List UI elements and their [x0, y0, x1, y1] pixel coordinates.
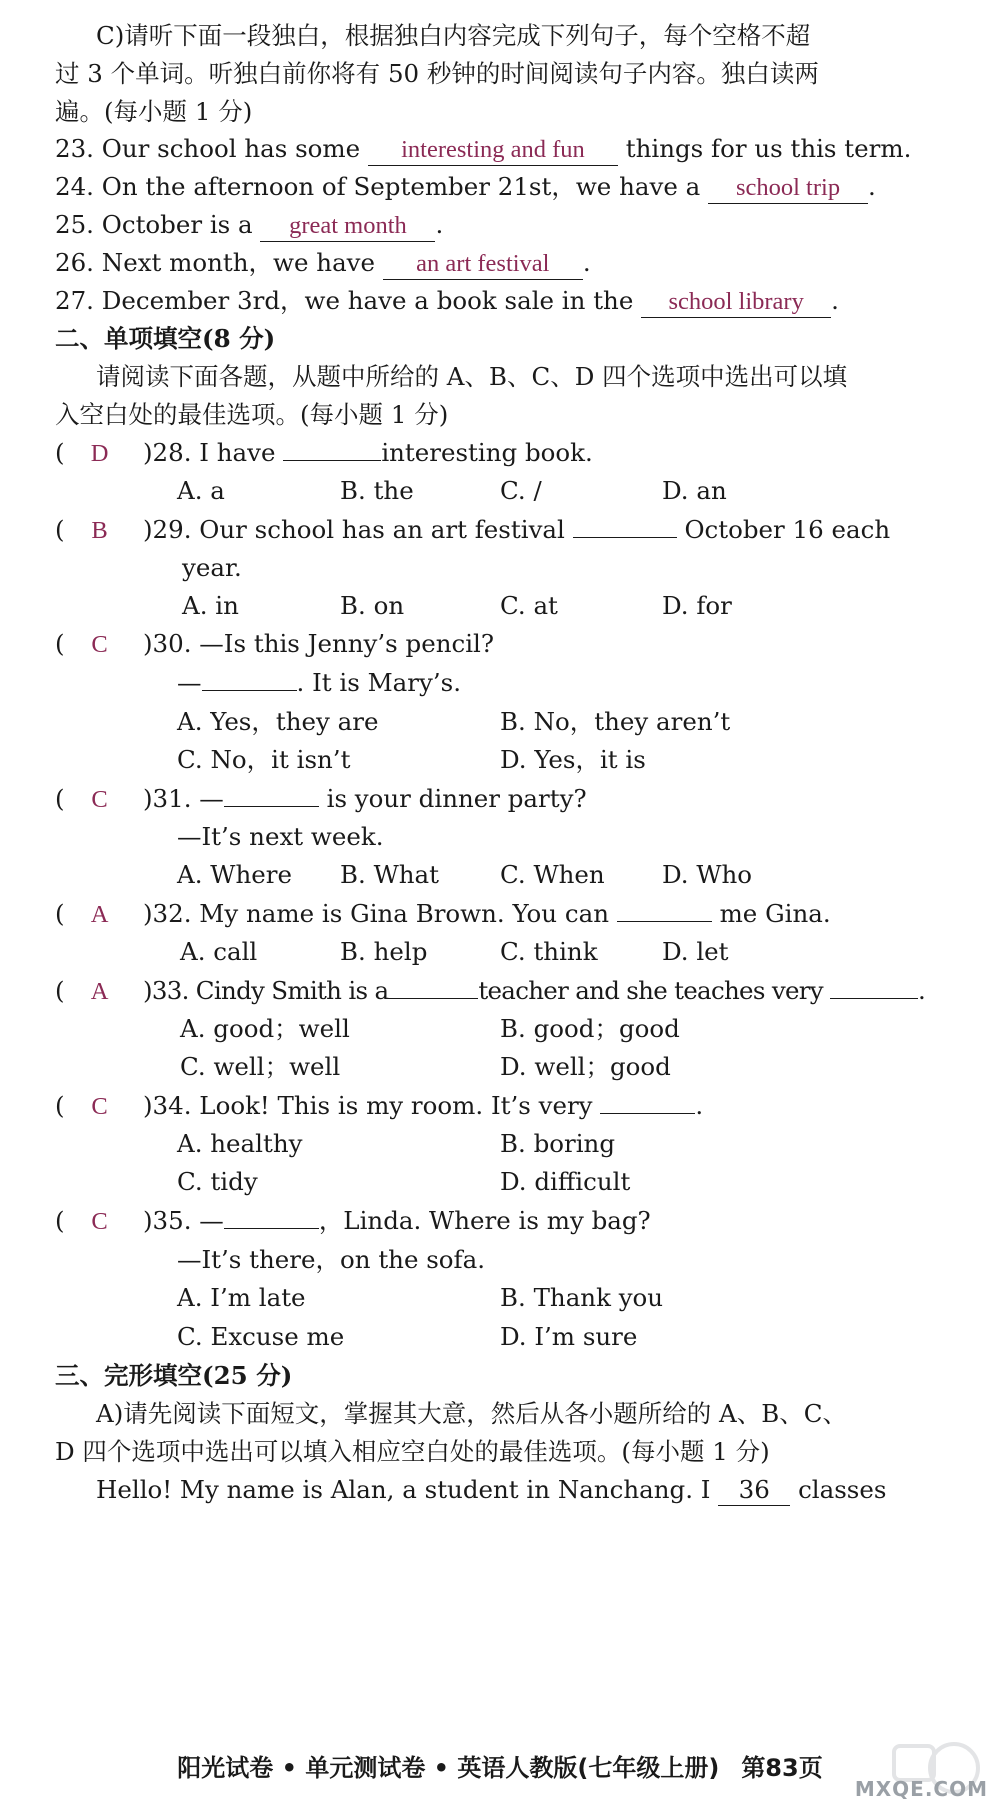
- option-32-a: A. call: [180, 937, 258, 966]
- question-25: 25. October is a great month .: [55, 203, 960, 247]
- answer-29: B: [91, 517, 108, 544]
- option-28-a: A. a: [177, 476, 225, 505]
- blank-36: 36: [718, 1475, 790, 1506]
- cloze-passage-line-1: Hello! My name is Alan, a student in Nanchang. I 36 classes: [96, 1475, 887, 1504]
- answer-35: C: [91, 1208, 108, 1235]
- answer-31: C: [91, 786, 108, 813]
- blank-28: [283, 460, 381, 461]
- option-31-d: D. Who: [662, 860, 753, 889]
- section-3-instruction-line-1: A)请先阅读下面短文，掌握其大意，然后从各小题所给的 A、B、C、: [96, 1399, 847, 1428]
- option-28-d: D. an: [662, 476, 727, 505]
- answer-blank-26: an art festival: [383, 249, 583, 280]
- answer-blank-25: great month: [260, 211, 435, 242]
- section-2-instruction-line-2: 入空白处的最佳选项。(每小题 1 分): [55, 400, 449, 429]
- answer-34: C: [91, 1093, 108, 1120]
- option-29-b: B. on: [340, 591, 405, 620]
- option-33-d: D. well；good: [500, 1052, 671, 1081]
- question-32: ( A )32. My name is Gina Brown. You can me Gina.: [55, 892, 960, 937]
- option-32-d: D. let: [662, 937, 729, 966]
- question-30-line-2: — . It is Mary’s.: [177, 668, 461, 697]
- option-28-c: C. /: [500, 476, 542, 505]
- section-c-instruction-line-2: 过 3 个单词。听独白前你将有 50 秒钟的时间阅读句子内容。独白读两: [55, 59, 819, 88]
- blank-35: [224, 1228, 319, 1229]
- option-30-a: A. Yes，they are: [177, 707, 379, 736]
- question-27: 27. December 3rd，we have a book sale in the school library .: [55, 279, 960, 323]
- answer-33: A: [90, 978, 109, 1005]
- option-34-b: B. boring: [500, 1129, 616, 1158]
- question-35: ( C )35. — ，Linda. Where is my bag?: [55, 1199, 960, 1244]
- answer-blank-24: school trip: [708, 173, 868, 204]
- blank-29: [573, 537, 677, 538]
- section-2-title: 二、单项填空(8 分): [55, 324, 276, 353]
- option-34-c: C. tidy: [177, 1167, 258, 1196]
- option-35-d: D. I’m sure: [500, 1322, 638, 1351]
- option-33-c: C. well；well: [180, 1052, 341, 1081]
- option-31-b: B. What: [340, 860, 439, 889]
- option-32-c: C. think: [500, 937, 598, 966]
- section-3-title: 三、完形填空(25 分): [55, 1361, 293, 1390]
- option-28-b: B. the: [340, 476, 414, 505]
- option-29-d: D. for: [662, 591, 732, 620]
- question-30: ( C )30. —Is this Jenny’s pencil?: [55, 622, 960, 667]
- question-34: ( C )34. Look! This is my room. It’s very .: [55, 1084, 960, 1129]
- answer-30: C: [91, 631, 108, 658]
- page-number: 第83页: [741, 1754, 823, 1782]
- blank-33-1: [388, 998, 478, 999]
- question-35-line-2: —It’s there，on the sofa.: [177, 1245, 486, 1274]
- option-30-d: D. Yes，it is: [500, 745, 646, 774]
- option-30-c: C. No，it isn’t: [177, 745, 351, 774]
- option-32-b: B. help: [340, 937, 428, 966]
- blank-34: [600, 1113, 695, 1114]
- option-35-c: C. Excuse me: [177, 1322, 345, 1351]
- option-33-b: B. good；good: [500, 1014, 680, 1043]
- option-34-a: A. healthy: [177, 1129, 303, 1158]
- answer-blank-23: interesting and fun: [368, 135, 618, 166]
- question-31: ( C )31. — is your dinner party?: [55, 777, 960, 822]
- option-29-c: C. at: [500, 591, 558, 620]
- question-29: ( B )29. Our school has an art festival October 16 each: [55, 508, 960, 553]
- blank-31: [224, 806, 319, 807]
- option-29-a: A. in: [182, 591, 239, 620]
- section-c-instruction-line-3: 遍。(每小题 1 分): [55, 97, 253, 126]
- question-29-continuation: year.: [182, 553, 242, 582]
- option-31-a: A. Where: [177, 860, 292, 889]
- question-26: 26. Next month，we have an art festival .: [55, 241, 960, 285]
- section-c-instruction-line-1: C)请听下面一段独白，根据独白内容完成下列句子，每个空格不超: [96, 21, 811, 50]
- option-35-b: B. Thank you: [500, 1283, 664, 1312]
- blank-32: [617, 921, 712, 922]
- option-31-c: C. When: [500, 860, 605, 889]
- question-33: ( A )33. Cindy Smith is a teacher and she teaches very .: [55, 969, 960, 1014]
- watermark-text: MXQE.COM: [854, 1777, 988, 1801]
- question-28: ( D )28. I have interesting book.: [55, 431, 960, 476]
- question-23: 23. Our school has some interesting and fun things for us this term.: [55, 127, 960, 171]
- footer-title: 阳光试卷 • 单元测试卷 • 英语人教版(七年级上册): [177, 1754, 720, 1782]
- option-33-a: A. good；well: [180, 1014, 350, 1043]
- question-24: 24. On the afternoon of September 21st，we have a school trip .: [55, 165, 960, 209]
- question-31-line-2: —It’s next week.: [177, 822, 384, 851]
- section-2-instruction-line-1: 请阅读下面各题，从题中所给的 A、B、C、D 四个选项中选出可以填: [96, 362, 848, 391]
- blank-33-2: [830, 998, 918, 999]
- answer-28: D: [90, 440, 109, 467]
- option-34-d: D. difficult: [500, 1167, 631, 1196]
- blank-30: [202, 690, 297, 691]
- option-30-b: B. No，they aren’t: [500, 707, 731, 736]
- section-3-instruction-line-2: D 四个选项中选出可以填入相应空白处的最佳选项。(每小题 1 分): [55, 1437, 770, 1466]
- answer-blank-27: school library: [641, 287, 831, 318]
- option-35-a: A. I’m late: [177, 1283, 306, 1312]
- answer-32: A: [90, 901, 109, 928]
